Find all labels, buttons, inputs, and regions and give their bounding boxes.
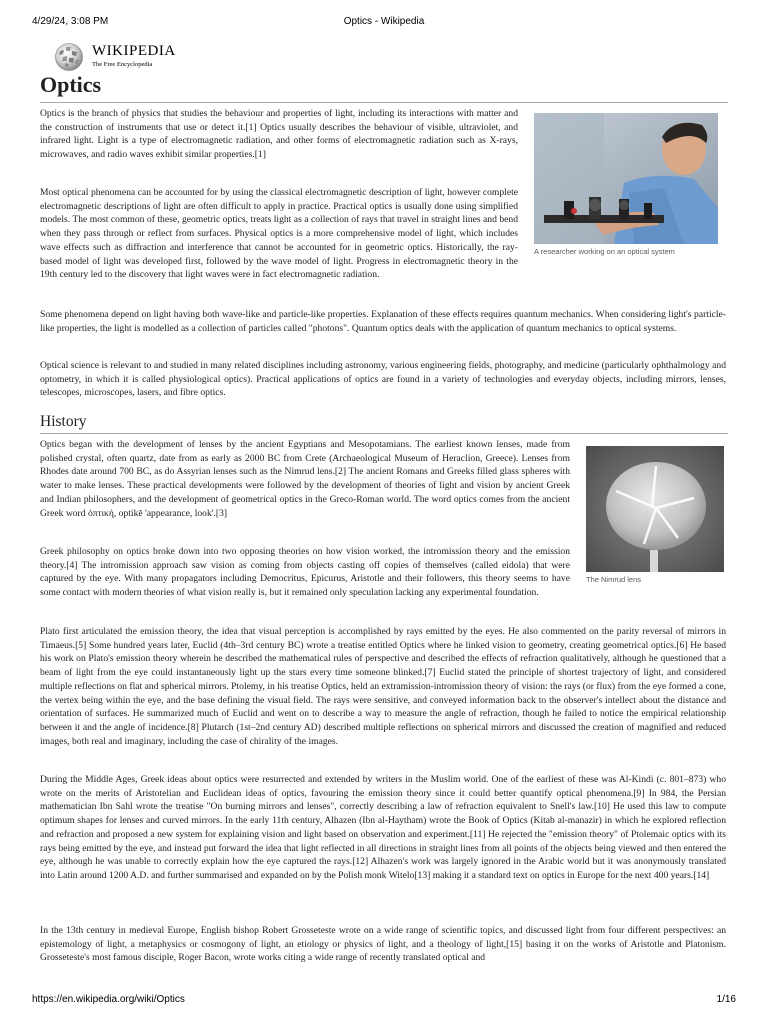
history-paragraph-1: Optics began with the development of lenses by the ancient Egyptians and Mesopotamians. The earliest known lenses, made from polished crystal, often quartz, date from as early as 2000 BC from Crete (Archaeological Museum of Heraclion, Greece). Lenses from Rhodes date around 700 BC, as do Assyrian lenses such as the Nimrud lens.[2] The ancient Romans and Greeks filled glass spheres with water to make lenses. These practical developments were followed by the development of theories of light and vision by ancient Greek and Indian philosophers, and the development of geometrical optics in the Greco-Roman world. The word optics comes from the ancient Greek word ὀπτική, optikē 'appearance, look'.[3] — [40, 439, 570, 519]
nimrud-figure — [586, 446, 724, 586]
intro-paragraph-4: Optical science is relevant to and studied in many related disciplines including astronomy, various engineering fields, photography, and medicine (particularly ophthalmology and optometry, in which it is called physiological optics). Practical applications of optics are found in a variety of technologies and everyday objects, including mirrors, lenses, telescopes, microscopes, lasers, and fibre optics. — [40, 360, 726, 399]
wikipedia-wordmark: WIKIPEDIA — [92, 43, 176, 59]
history-divider — [40, 433, 728, 434]
researcher-figure — [534, 113, 718, 259]
intro-paragraph-1: Optics is the branch of physics that studies the behaviour and properties of light, including its interactions with matter and the construction of instruments that use or detect it.[1] Optics usually describes the behaviour of visible, ultraviolet, and infrared light. Light is a type of electromagnetic radiation, and other forms of electromagnetic radiation such as X-rays, microwaves, and radio waves exhibit similar properties.[1] — [40, 108, 518, 161]
nimrud-lens-photo-icon — [586, 446, 724, 572]
print-datetime: 4/29/24, 3:08 PM — [32, 16, 109, 27]
page-title: Optics — [40, 72, 102, 97]
researcher-caption: A researcher working on an optical system — [534, 247, 675, 256]
print-url[interactable]: https://en.wikipedia.org/wiki/Optics — [32, 994, 185, 1005]
researcher-image[interactable] — [534, 113, 718, 244]
history-paragraph-4: During the Middle Ages, Greek ideas about optics were resurrected and extended by writers in the Muslim world. One of the earliest of these was Al-Kindi (c. 801–873) who wrote on the merits of Aristotelian and Euclidean ideas of optics, favouring the emission theory since it could better quantify optical phenomena.[9] In 984, the Persian mathematician Ibn Sahl wrote the treatise "On burning mirrors and lenses", correctly describing a law of refraction equivalent to Snell's law.[10] He used this law to compute optimum shapes for lenses and curved mirrors. In the early 11th century, Alhazen (Ibn al-Haytham) wrote the Book of Optics (Kitab al-manazir) in which he explored reflection and refraction and proposed a new system for explaining vision and light based on observation and experiment.[11] He rejected the "emission theory" of Ptolemaic optics with its rays being emitted by the eye, and instead put forward the idea that light reflected in all directions in straight lines from all points of the objects being viewed and then entered the eye, although he was unable to correctly explain how the eye captured the rays.[12] Alhazen's work was largely ignored in the Arabic world but it was anonymously translated into Latin around 1200 A.D. and further summarised and expanded on by the Polish monk Witelo[13] making it a standard text on optics in Europe for the next 400 years.[14] — [40, 774, 726, 881]
print-doc-title: Optics - Wikipedia — [343, 16, 425, 27]
title-divider — [40, 102, 728, 103]
intro-paragraph-3: Some phenomena depend on light having both wave-like and particle-like properties. Explanation of these effects requires quantum mechanics. When considering light's particle-like properties, the light is modelled as a collection of particles called "photons". Quantum optics deals with the application of quantum mechanics to optical systems. — [40, 309, 726, 334]
intro-paragraph-2: Most optical phenomena can be accounted for by using the classical electromagnetic description of light, however complete electromagnetic descriptions of light are often difficult to apply in practice. Practical optics is usually done using simplified models. The most common of these, geometric optics, treats light as a collection of rays that travel in straight lines and bend when they pass through or reflect from surfaces. Physical optics is a more comprehensive model of light, which includes wave effects such as diffraction and interference that cannot be accounted for in geometric optics. Historically, the ray-based model of light was developed first, followed by the wave model of light. Progress in electromagnetic theory in the 19th century led to the discovery that light waves were in fact electromagnetic radiation. — [40, 187, 518, 281]
wikipedia-tagline: The Free Encyclopedia — [92, 61, 153, 68]
nimrud-image[interactable] — [586, 446, 724, 572]
history-paragraph-2: Greek philosophy on optics broke down into two opposing theories on how vision worked, the intromission theory and the emission theory.[4] The intromission approach saw vision as coming from objects casting off copies of themselves (called eidola) that were captured by the eye. With many propagators including Democritus, Epicurus, Aristotle and their followers, this theory seems to have some contact with modern theories of what vision really is, but it remained only speculation lacking any experimental foundation. — [40, 546, 570, 599]
history-paragraph-5: In the 13th century in medieval Europe, English bishop Robert Grosseteste wrote on a wide range of scientific topics, and discussed light from four different perspectives: an epistemology of light, a metaphysics or cosmogony of light, an etiology or physics of light, and a theology of light,[15] basing it on the works of Aristotle and Platonism. Grosseteste's most famous disciple, Roger Bacon, wrote works citing a wide range of recently translated optical and — [40, 925, 726, 964]
wikipedia-globe-icon — [54, 42, 84, 72]
researcher-photo-icon — [534, 113, 718, 244]
history-paragraph-3: Plato first articulated the emission theory, the idea that visual perception is accomplished by rays emitted by the eyes. He also commented on the parity reversal of mirrors in Timaeus.[5] Some hundred years later, Euclid (4th–3rd century BC) wrote a treatise entitled Optics where he linked vision to geometry, creating geometrical optics.[6] He based his work on Plato's emission theory wherein he described the mathematical rules of perspective and described the effects of refraction qualitatively, although he questioned that a beam of light from the eye could instantaneously light up the stars every time someone blinked.[7] Euclid stated the principle of shortest trajectory of light, and considered multiple reflections on flat and spherical mirrors. Ptolemy, in his treatise Optics, held an extramission-intromission theory of vision: the rays (or flux) from the eye formed a cone, the vertex being within the eye, and the base defining the visual field. The rays were sensitive, and conveyed information back to the observer's intellect about the distance and orientation of surfaces. He summarized much of Euclid and went on to describe a way to measure the angle of refraction, though he failed to notice the empirical relationship between it and the angle of incidence.[8] Plutarch (1st–2nd century AD) described multiple reflections on spherical mirrors and discussed the creation of magnified and reduced images, both real and imaginary, including the case of chirality of the images. — [40, 626, 726, 747]
history-heading: History — [40, 413, 87, 430]
print-header — [32, 16, 736, 30]
print-page-number: 1/16 — [716, 994, 736, 1005]
print-footer — [32, 994, 736, 1008]
nimrud-caption: The Nimrud lens — [586, 575, 642, 584]
